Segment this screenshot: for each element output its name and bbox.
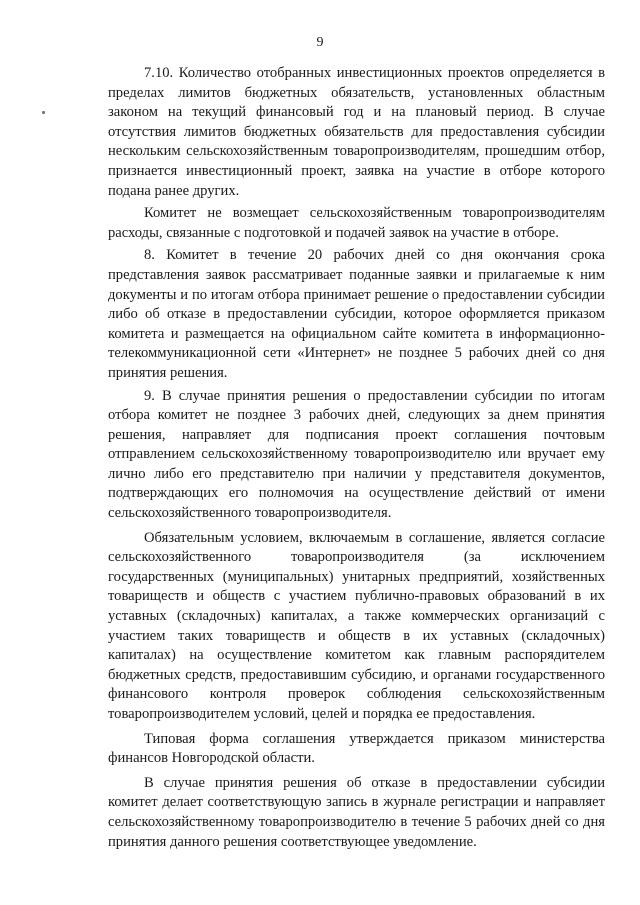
paragraph-mandatory-condition: Обязательным условием, включаемым в соглашение, является согласие сельскохозяйственного товаропроизводителя (за исключением государственных (муниципальных) унитарных предприятий, хозяйственных товариществ и обществ с участием публично-правовых образований в их уставных (складочных) капиталах, а также коммерческих организаций с участием таких товариществ и обществ в их уставных (складочных) капиталах) на осуществление комитетом как главным распорядителем бюджетных средств, предоставившим субсидию, и органами государственного финансового контроля проверок соблюдения сельскохозяйственным товаропроизводителем условий, целей и порядка ее предоставления. — [108, 529, 605, 722]
scan-artifact-dot — [42, 111, 45, 114]
paragraph-8: 8. Комитет в течение 20 рабочих дней со дня окончания срока представления заявок рассматривает поданные заявки и прилагаемые к ним документы и по итогам отбора принимает решение о предоставлении субсидии либо об отказе в предоставлении субсидии, которое оформляется приказом комитета и размещается на официальном сайте комитета в информационно-телекоммуникационной сети «Интернет» не позднее 5 рабочих дней со дня принятия решения. — [108, 247, 605, 381]
paragraph-refusal: В случае принятия решения об отказе в предоставлении субсидии комитет делает соответствующую запись в журнале регистрации и направляет сельскохозяйственному товаропроизводителю в течение 5 рабочих дней со дня принятия данного решения соответствующее уведомление. — [108, 774, 605, 850]
document-body — [108, 64, 605, 852]
paragraph-7-10: 7.10. Количество отобранных инвестиционных проектов определяется в пределах лимитов бюджетных обязательств, установленных областным законом на текущий финансовый год и на плановый период. В случае отсутствия лимитов бюджетных обязательств для предоставления субсидии нескольким сельскохозяйственным товаропроизводителям, прошедшим отбор, признается инвестиционный проект, заявка на участие в отборе которого подана ранее других. — [108, 65, 605, 199]
paragraph-no-reimbursement: Комитет не возмещает сельскохозяйственным товаропроизводителям расходы, связанные с подготовкой и подачей заявок на участие в отборе. — [108, 205, 605, 241]
page-number: 9 — [316, 35, 324, 50]
paragraph-9: 9. В случае принятия решения о предоставлении субсидии по итогам отбора комитет не позднее 3 рабочих дней, следующих за днем принятия решения, направляет для подписания проект соглашения почтовым отправлением сельскохозяйственному товаропроизводителю или вручает ему лично либо его представителю при наличии у представителя документов, подтверждающих его полномочия на осуществление действий от имени сельскохозяйственного товаропроизводителя. — [108, 387, 605, 522]
paragraph-standard-form: Типовая форма соглашения утверждается приказом министерства финансов Новгородской области. — [108, 730, 605, 767]
